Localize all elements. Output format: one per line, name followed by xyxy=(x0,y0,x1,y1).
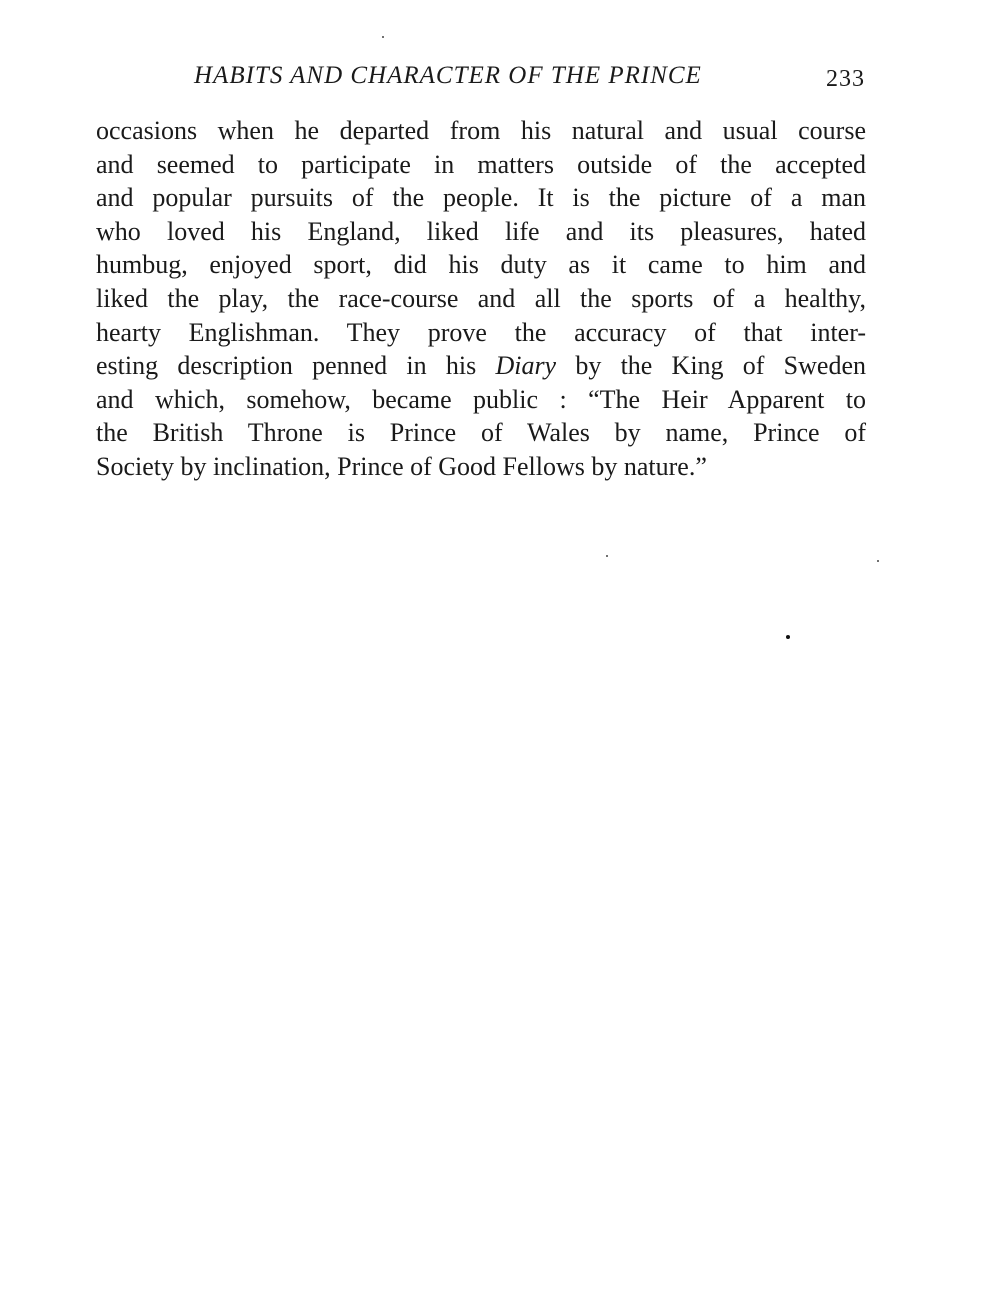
text-line: the British Throne is Prince of Wales by name, Prince of xyxy=(96,418,866,448)
text-line: and which, somehow, became public : “The Heir Apparent to xyxy=(96,384,866,414)
scan-speck xyxy=(877,560,879,562)
text-line: hearty Englishman. They prove the accuracy of that inter- xyxy=(96,317,866,347)
running-head xyxy=(0,62,1000,96)
text-line-last: Society by inclination, Prince of Good Fellows by nature.” xyxy=(96,451,707,481)
text-line: and seemed to participate in matters outside of the accepted xyxy=(96,149,866,179)
text-line-with-italic xyxy=(96,349,866,383)
scan-speck xyxy=(786,635,790,639)
running-title: HABITS AND CHARACTER OF THE PRINCE xyxy=(194,62,702,89)
text-line: who loved his England, liked life and its pleasures, hated xyxy=(96,216,866,246)
text-line: and popular pursuits of the people. It is the picture of a man xyxy=(96,183,866,213)
body-paragraph xyxy=(96,114,866,484)
text-line: occasions when he departed from his natural and usual course xyxy=(96,116,866,145)
text-line: liked the play, the race-course and all the sports of a healthy, xyxy=(96,283,866,313)
page-number: 233 xyxy=(826,66,865,92)
text-segment: by the King of Sweden xyxy=(556,351,866,381)
text-line: humbug, enjoyed sport, did his duty as it came to him and xyxy=(96,250,866,280)
italic-title-diary: Diary xyxy=(495,351,557,381)
text-segment: esting description penned in his xyxy=(96,351,496,381)
scan-speck xyxy=(606,555,608,557)
scan-speck xyxy=(382,36,384,38)
